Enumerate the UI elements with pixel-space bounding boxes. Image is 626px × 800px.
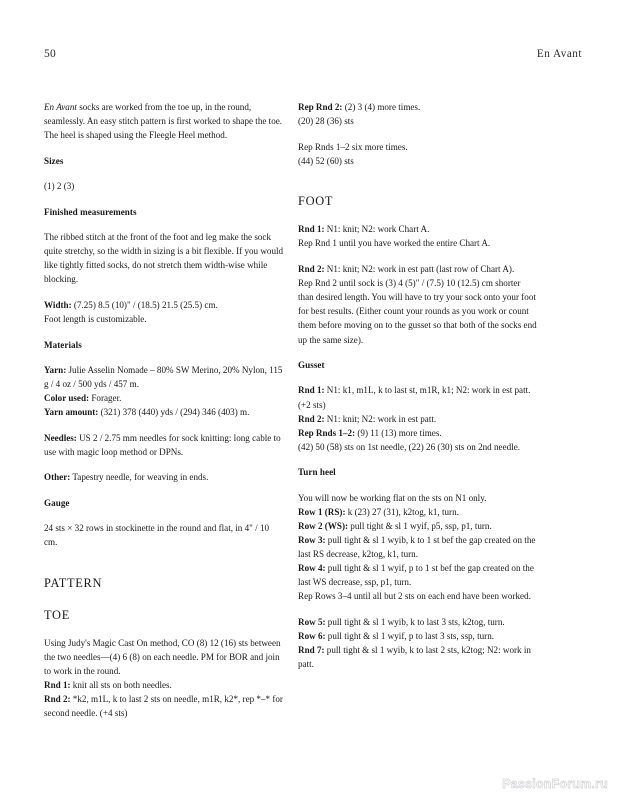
foot-rnd1-label: Rnd 1: [298,224,325,235]
heel-row3-line [298,533,538,561]
heel-row1-value: k (23) 27 (31), k2tog, k1, turn. [345,506,459,517]
turn-heel-intro: You will now be working flat on the sts on N1 only. [298,492,487,503]
heading-foot: FOOT [298,194,334,209]
rep-rnd2-label: Rep Rnd 2: [298,102,343,112]
book-title: En Avant [536,48,582,60]
heel-row4-value: pull tight & sl 1 wyif, p to 1 st bef the gap created on the last WS decrease, ssp, p1, turn. [298,563,534,588]
color-used-value: Forager. [89,393,122,404]
intro-rest: socks are worked from the toe up, in the round, seamlessly. An easy stitch pattern is first worked to shape the toe. The heel is shaped using the Fleegle Heel method. [44,102,283,141]
heel-row6-label: Row 6: [298,631,326,642]
foot-rnd1-rep: Rep Rnd 1 until you have worked the entire Chart A. [298,238,491,249]
color-used-line [44,391,284,405]
heel-row1-label: Row 1 (RS): [298,506,346,517]
heel-rnd7-label: Rnd 7: [298,645,325,656]
rep-rnds-1-2-line: Rep Rnds 1–2 six more times. [298,141,408,152]
spacer-before-foot [298,179,538,193]
gusset-stitch-count: (42) 50 (58) sts on 1st needle, (22) 26 (30) sts on 2nd needle. [298,441,520,452]
needles-label: Needles: [44,432,77,443]
foot-length-line: Foot length is customizable. [44,313,147,324]
heading-materials: Materials [44,339,82,350]
heading-gusset: Gusset [298,360,325,371]
left-column [44,100,284,721]
heel-row3-label: Row 3: [298,534,326,545]
toe-rnd1-line [44,678,284,692]
running-head [44,46,582,62]
width-value: (7.25) 8.5 (10)" / (18.5) 21.5 (25.5) cm. [71,299,218,310]
heel-row2-label: Row 2 (WS): [298,520,349,531]
gusset-rnd2-line [298,412,538,426]
heading-turn-heel: Turn heel [298,467,336,478]
heel-row4-label: Row 4: [298,563,326,574]
heel-row4-line [298,561,538,589]
gusset-rnd1-value: N1: k1, m1L, k to last st, m1R, k1; N2: work in est patt. (+2 sts) [298,385,531,410]
right-column [298,100,538,671]
rep-rnd2-value: (2) 3 (4) more times. [342,102,421,112]
foot-rnd2-value: N1: knit; N2: work in est patt (last row of Chart A). [324,264,515,275]
toe-stitch-count-1: (20) 28 (36) sts [298,116,354,127]
site-watermark: PassionForum.ru [502,777,608,791]
heel-row2-line [298,519,538,533]
gusset-rnd2-label: Rnd 2: [298,413,325,424]
heel-row5-line [298,615,538,629]
toe-rnd2-value: *k2, m1L, k to last 2 sts on needle, m1R, k2*, rep *–* for second needle. (+4 sts) [44,694,283,719]
spacer-before-pattern [44,561,284,575]
heel-rep-rows: Rep Rows 3–4 until all but 2 sts on each end have been worked. [298,591,531,602]
heel-row6-line [298,629,538,643]
toe-intro: Using Judy's Magic Cast On method, CO (8) 12 (16) sts between the two needles—(4) 6 (8) on each needle. PM for BOR and join to work in the round. [44,637,281,677]
toe-rnd2-line [44,692,284,720]
heading-pattern: PATTERN [44,575,103,590]
toe-rnd1-value: knit all sts on both needles. [70,680,172,691]
rep-rnd2-line [298,100,538,114]
gusset-rnd1-label: Rnd 1: [298,385,325,396]
sizes-body: (1) 2 (3) [44,181,75,192]
foot-rnd2-line [298,262,538,276]
foot-rnd2-rep: Rep Rnd 2 until sock is (3) 4 (5)" / (7.5) 10 (12.5) cm shorter than desired length. You will have to try your sock onto your foot for best results. (Either count your rounds as you work or count them before moving on to the gusset so that both of the socks end up the same size). [298,278,537,345]
yarn-amount-label: Yarn amount: [44,407,99,418]
gusset-rnd1-line [298,383,538,411]
heading-gauge: Gauge [44,497,70,508]
gusset-rep-label: Rep Rnds 1–2: [298,427,356,438]
heading-finished-measurements: Finished measurements [44,206,137,217]
yarn-amount-line [44,405,284,419]
color-used-label: Color used: [44,393,90,404]
width-label: Width: [44,299,72,310]
yarn-amount-value: (321) 378 (440) yds / (294) 346 (403) m. [98,407,250,418]
heel-row3-value: pull tight & sl 1 wyib, k to 1 st bef the gap created on the last RS decrease, k2tog, k1, turn. [298,534,536,560]
intro-italic-lead: En Avant [44,102,77,112]
yarn-value: Julie Asselin Nomade – 80% SW Merino, 20% Nylon, 115 g / 4 oz / 500 yds / 457 m. [44,364,283,389]
foot-rnd1-line [298,222,538,236]
toe-stitch-count-2: (44) 52 (60) sts [298,155,354,166]
heel-rnd7-value: pull tight & sl 1 wyib, k to last 2 sts, k2tog; N2: work in patt. [298,645,531,670]
heel-row6-value: pull tight & sl 1 wyif, p to last 3 sts, ssp, turn. [325,631,495,642]
yarn-label: Yarn: [44,364,67,375]
heel-row2-value: pull tight & sl 1 wyif, p5, ssp, p1, turn. [348,520,492,531]
foot-rnd1-value: N1: knit; N2: work Chart A. [324,224,430,235]
heel-row5-label: Row 5: [298,616,326,627]
intro-paragraph [44,100,284,142]
foot-rnd2-label: Rnd 2: [298,264,325,275]
yarn-line [44,363,284,391]
width-line [44,298,284,312]
page-number: 50 [44,48,57,60]
heading-sizes: Sizes [44,155,64,166]
gusset-rnd2-value: N1: knit; N2: work in est patt. [324,413,437,424]
toe-rnd2-label: Rnd 2: [44,694,71,705]
other-value: Tapestry needle, for weaving in ends. [70,472,209,483]
other-line [44,470,284,484]
heel-row1-line [298,505,538,519]
heading-toe: TOE [44,607,70,622]
needles-line [44,431,284,459]
gauge-body: 24 sts × 32 rows in stockinette in the round and flat, in 4" / 10 cm. [44,523,270,548]
other-label: Other: [44,472,71,483]
heel-rnd7-line [298,643,538,671]
heel-row5-value: pull tight & sl 1 wyib, k to last 3 sts, k2tog, turn. [325,616,505,627]
needles-value: US 2 / 2.75 mm needles for sock knitting: long cable to use with magic loop method or DPNs. [44,432,281,457]
toe-rnd1-label: Rnd 1: [44,680,71,691]
gusset-rep-value: (9) 11 (13) more times. [355,427,442,438]
gusset-rep-line [298,426,538,440]
finished-measurements-body: The ribbed stitch at the front of the foot and leg make the sock quite stretchy, so the width in sizing is a bit flexible. If you would like tightly fitted socks, do not stretch them width-wise while blocking. [44,231,284,285]
